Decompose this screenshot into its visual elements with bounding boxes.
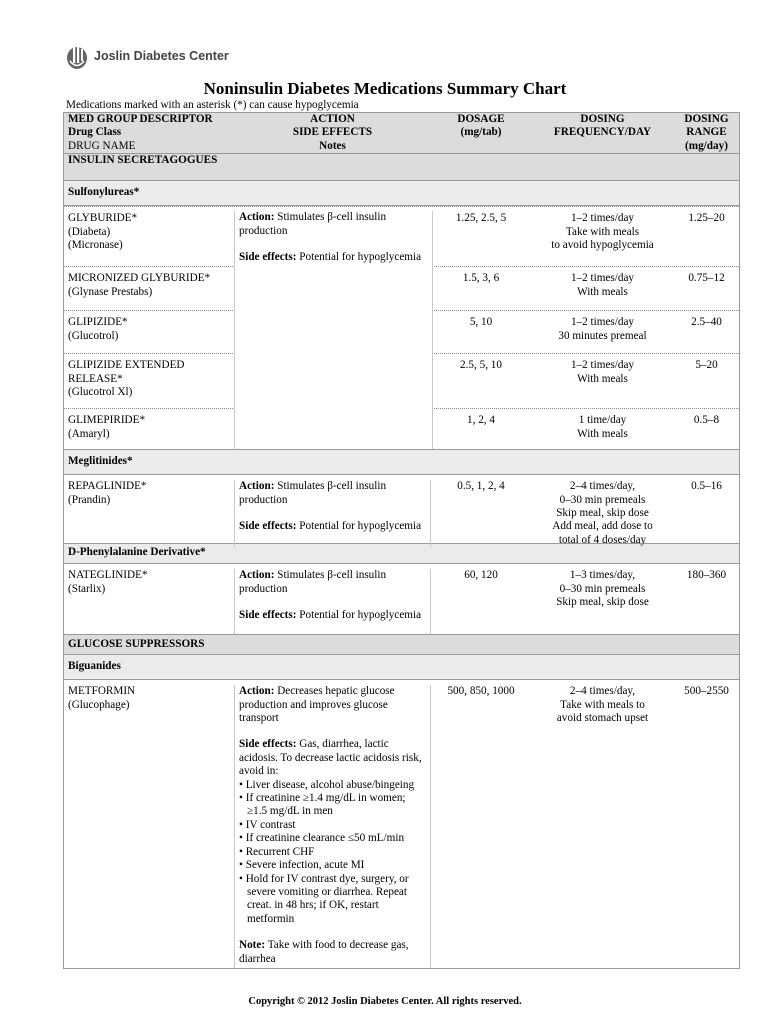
header-col-frequency: DOSING FREQUENCY/DAY xyxy=(553,113,652,139)
action-notes: Action: Stimulates β-cell insulin production Side effects: Potential for hypoglycemia xyxy=(234,569,431,634)
dosage: 500, 850, 1000 xyxy=(447,685,515,698)
drug-name: NATEGLINIDE* (Starlix) xyxy=(68,569,148,595)
contraindication-list xyxy=(239,779,426,926)
group-glucose-suppressors: GLUCOSE SUPPRESSORS xyxy=(64,635,739,655)
frequency: 1–3 times/day, 0–30 min premeals Skip meal, skip dose xyxy=(556,569,649,609)
frequency: 1–2 times/day Take with meals to avoid hypoglycemia xyxy=(551,212,654,252)
frequency: 1 time/day With meals xyxy=(577,414,628,440)
drug-name: METFORMIN (Glucophage) xyxy=(68,685,136,711)
drug-row-nateglinide xyxy=(64,564,739,634)
list-item: • IV contrast xyxy=(239,819,426,832)
dosage: 2.5, 5, 10 xyxy=(460,359,502,372)
dosage: 5, 10 xyxy=(469,316,493,329)
class-biguanides: Biguanides xyxy=(64,655,739,680)
header-col-descriptor: MED GROUP DESCRIPTOR Drug Class DRUG NAME xyxy=(68,113,213,152)
dose-range: 5–20 xyxy=(695,359,718,372)
dose-range: 0.5–16 xyxy=(691,480,722,493)
brand-logo xyxy=(66,44,229,70)
drug-row-repaglinide xyxy=(64,475,739,546)
dose-range: 500–2550 xyxy=(684,685,729,698)
header-col-range: DOSING RANGE (mg/day) xyxy=(684,113,729,152)
frequency: 2–4 times/day, 0–30 min premeals Skip meal, skip dose Add meal, add dose to total of 4 doses/day xyxy=(552,480,653,546)
section-d-phenylalanine xyxy=(64,564,739,635)
drug-name: GLIPIZIDE EXTENDED RELEASE* (Glucotrol Xl) xyxy=(68,359,185,399)
dose-range: 2.5–40 xyxy=(691,316,722,329)
header-col-dosage: DOSAGE (mg/tab) xyxy=(457,113,505,139)
frequency: 2–4 times/day, Take with meals to avoid stomach upset xyxy=(556,685,649,725)
action-notes: Action: Stimulates β-cell insulin production Side effects: Potential for hypoglycemia xyxy=(234,480,431,547)
hypoglycemia-note: Medications marked with an asterisk (*) can cause hypoglycemia xyxy=(66,99,359,111)
drug-name: REPAGLINIDE* (Prandin) xyxy=(68,480,147,506)
dosage: 1, 2, 4 xyxy=(467,414,495,427)
list-item: • If creatinine clearance ≤50 mL/min xyxy=(239,832,426,845)
action-notes: Action: Decreases hepatic glucose production and improves glucose transport Side effects: Gas, diarrhea, lactic acidosis. To decrease lactic acidosis risk, avoid in: • Liver disease, alcohol abuse/bingeing • If creatinine ≥1.4 mg/dL in women; ≥1.5 mg/dL in men • IV contrast • If creatinine clearance ≤50 mL/min • Recurrent CHF • Severe infection, acute MI • Hold for IV contrast dye, surgery, or severe vomiting or diarrhea. Repeat creat. in 48 hrs; if OK, restart metformin Note: Take with food to decrease gas, diarrhea xyxy=(234,685,431,968)
list-item: • Recurrent CHF xyxy=(239,846,426,859)
chart-header xyxy=(64,113,739,154)
class-sulfonylureas: Sulfonylureas* xyxy=(64,181,739,206)
drug-name: GLYBURIDE* (Diabeta) (Micronase) xyxy=(68,212,138,252)
dosage: 60, 120 xyxy=(464,569,498,582)
dose-range: 1.25–20 xyxy=(688,212,725,225)
dose-range: 0.75–12 xyxy=(688,272,725,285)
medication-chart xyxy=(63,112,740,969)
group-insulin-secretagogues: INSULIN SECRETAGOGUES xyxy=(64,154,739,181)
section-biguanides xyxy=(64,680,739,968)
class-meglitinides: Meglitinides* xyxy=(64,450,739,475)
dosage: 0.5, 1, 2, 4 xyxy=(457,480,505,493)
frequency: 1–2 times/day 30 minutes premeal xyxy=(558,316,647,342)
joslin-logo-icon xyxy=(66,44,88,70)
dosage: 1.5, 3, 6 xyxy=(462,272,500,285)
sulfonylurea-action-notes: Action: Stimulates β-cell insulin production Side effects: Potential for hypoglycemia xyxy=(234,211,433,449)
dosage: 1.25, 2.5, 5 xyxy=(455,212,507,225)
section-sulfonylureas xyxy=(64,206,739,450)
dose-range: 180–360 xyxy=(686,569,727,582)
list-item: • Hold for IV contrast dye, surgery, or severe vomiting or diarrhea. Repeat creat. in 48 hrs; if OK, restart metformin xyxy=(239,873,426,927)
class-d-phenylalanine: D-Phenylalanine Derivative* xyxy=(64,544,739,564)
drug-name: GLIMEPIRIDE* (Amaryl) xyxy=(68,414,146,440)
header-col-action: ACTION SIDE EFFECTS Notes xyxy=(292,113,373,152)
frequency: 1–2 times/day With meals xyxy=(570,272,635,298)
frequency: 1–2 times/day With meals xyxy=(570,359,635,385)
list-item: • If creatinine ≥1.4 mg/dL in women; ≥1.5 mg/dL in men xyxy=(239,792,426,819)
copyright-footer: Copyright © 2012 Joslin Diabetes Center. All rights reserved. xyxy=(248,996,522,1007)
drug-name: GLIPIZIDE* (Glucotrol) xyxy=(68,316,128,342)
list-item: • Severe infection, acute MI xyxy=(239,859,426,872)
section-meglitinides xyxy=(64,475,739,544)
drug-row-metformin xyxy=(64,680,739,968)
drug-name: MICRONIZED GLYBURIDE* (Glynase Prestabs) xyxy=(68,272,211,298)
list-item: • Liver disease, alcohol abuse/bingeing xyxy=(239,779,426,792)
dose-range: 0.5–8 xyxy=(693,414,720,427)
brand-name: Joslin Diabetes Center xyxy=(94,49,229,64)
page-title: Noninsulin Diabetes Medications Summary Chart xyxy=(203,79,567,98)
